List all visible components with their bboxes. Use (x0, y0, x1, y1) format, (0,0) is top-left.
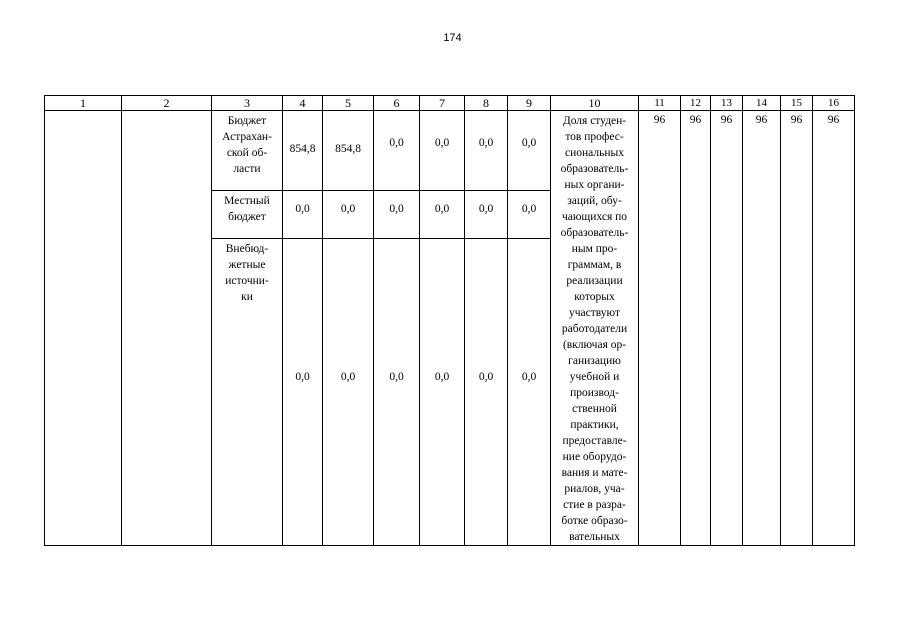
value-cell-col9: 0,0 (508, 111, 551, 191)
value-cell-col4: 0,0 (283, 190, 323, 239)
indicator-line: которых (574, 291, 615, 303)
header-cell: 11 (639, 96, 681, 111)
indicator-line: практики, (570, 419, 619, 431)
header-cell: 14 (743, 96, 781, 111)
value-cell-col5: 0,0 (323, 239, 374, 546)
indicator-value-col13: 96 (711, 111, 743, 546)
indicator-value-col15: 96 (781, 111, 813, 546)
funding-source-line: Бюджет (227, 115, 267, 127)
value-cell-col5: 0,0 (323, 190, 374, 239)
header-cell: 10 (551, 96, 639, 111)
indicator-line: предоставле- (562, 435, 627, 447)
table-row (45, 111, 855, 191)
cell-col1-empty (45, 111, 122, 546)
indicator-line: чающихся по (561, 211, 628, 223)
indicator-lines (551, 113, 638, 545)
funding-source-line: жетные (228, 259, 266, 272)
indicator-line: ботке образо- (561, 515, 628, 527)
funding-source-line: источни- (225, 275, 269, 288)
indicator-line: ным про- (571, 243, 618, 255)
value-cell-col7: 0,0 (420, 190, 465, 239)
header-cell: 15 (781, 96, 813, 111)
indicator-line: граммам, в (567, 259, 622, 271)
indicator-line: ганизацию (568, 355, 621, 367)
funding-source-line: Астрахан- (222, 131, 272, 143)
indicator-line: Доля студен- (562, 115, 627, 127)
value-cell-col5: 854,8 (323, 111, 374, 191)
value-cell-col6: 0,0 (374, 190, 420, 239)
indicator-line: ственной (572, 403, 617, 415)
value-cell-col6: 0,0 (374, 239, 420, 546)
header-cell: 1 (45, 96, 122, 111)
indicator-line: ных органи- (564, 179, 625, 191)
header-cell: 9 (508, 96, 551, 111)
indicator-line: стие в разра- (563, 499, 626, 511)
header-cell: 2 (122, 96, 212, 111)
value-cell-col7: 0,0 (420, 239, 465, 546)
indicator-description (551, 111, 639, 546)
indicator-line: риалов, уча- (564, 483, 625, 495)
indicator-line: учебной и (569, 371, 620, 383)
indicator-line: заций, обу- (567, 195, 622, 207)
indicator-line: образователь- (560, 163, 629, 175)
header-cell: 12 (681, 96, 711, 111)
indicator-line: вания и мате- (561, 467, 628, 479)
value-cell-col6: 0,0 (374, 111, 420, 191)
indicator-line: тов профес- (565, 131, 624, 143)
indicator-line: (включая ор- (562, 339, 627, 351)
funding-source-line: ской об- (226, 147, 268, 159)
header-row (45, 96, 855, 111)
header-cell: 7 (420, 96, 465, 111)
cell-col2-empty (122, 111, 212, 546)
funding-source-cell (212, 190, 283, 239)
indicator-line: участвуют (568, 307, 621, 319)
funding-source-line: Внебюд- (225, 243, 269, 256)
header-cell: 8 (465, 96, 508, 111)
header-cell: 6 (374, 96, 420, 111)
funding-source-cell (212, 239, 283, 546)
funding-source-cell (212, 111, 283, 191)
indicator-line: реализации (566, 275, 623, 287)
header-cell: 5 (323, 96, 374, 111)
budget-table (44, 95, 855, 546)
header-cell: 4 (283, 96, 323, 111)
funding-source-line: Местный (224, 194, 270, 207)
value-cell-col4: 854,8 (283, 111, 323, 191)
value-cell-col8: 0,0 (465, 190, 508, 239)
funding-source-line: бюджет (228, 210, 266, 223)
header-cell: 13 (711, 96, 743, 111)
header-cell: 16 (813, 96, 855, 111)
indicator-line: сиональных (565, 147, 624, 159)
indicator-value-col11: 96 (639, 111, 681, 546)
funding-source-line: ласти (233, 163, 261, 175)
indicator-line: вательных (569, 531, 620, 543)
value-cell-col8: 0,0 (465, 111, 508, 191)
indicator-value-col12: 96 (681, 111, 711, 546)
page-number: 174 (443, 32, 462, 44)
value-cell-col4: 0,0 (283, 239, 323, 546)
indicator-line: образователь- (560, 227, 629, 239)
value-cell-col9: 0,0 (508, 190, 551, 239)
indicator-line: производ- (570, 387, 619, 399)
header-cell: 3 (212, 96, 283, 111)
indicator-value-col14: 96 (743, 111, 781, 546)
indicator-value-col16: 96 (813, 111, 855, 546)
value-cell-col9: 0,0 (508, 239, 551, 546)
value-cell-col8: 0,0 (465, 239, 508, 546)
indicator-line: работодатели (561, 323, 628, 335)
funding-source-line: ки (241, 291, 253, 304)
indicator-line: ние оборудо- (562, 451, 627, 463)
value-cell-col7: 0,0 (420, 111, 465, 191)
